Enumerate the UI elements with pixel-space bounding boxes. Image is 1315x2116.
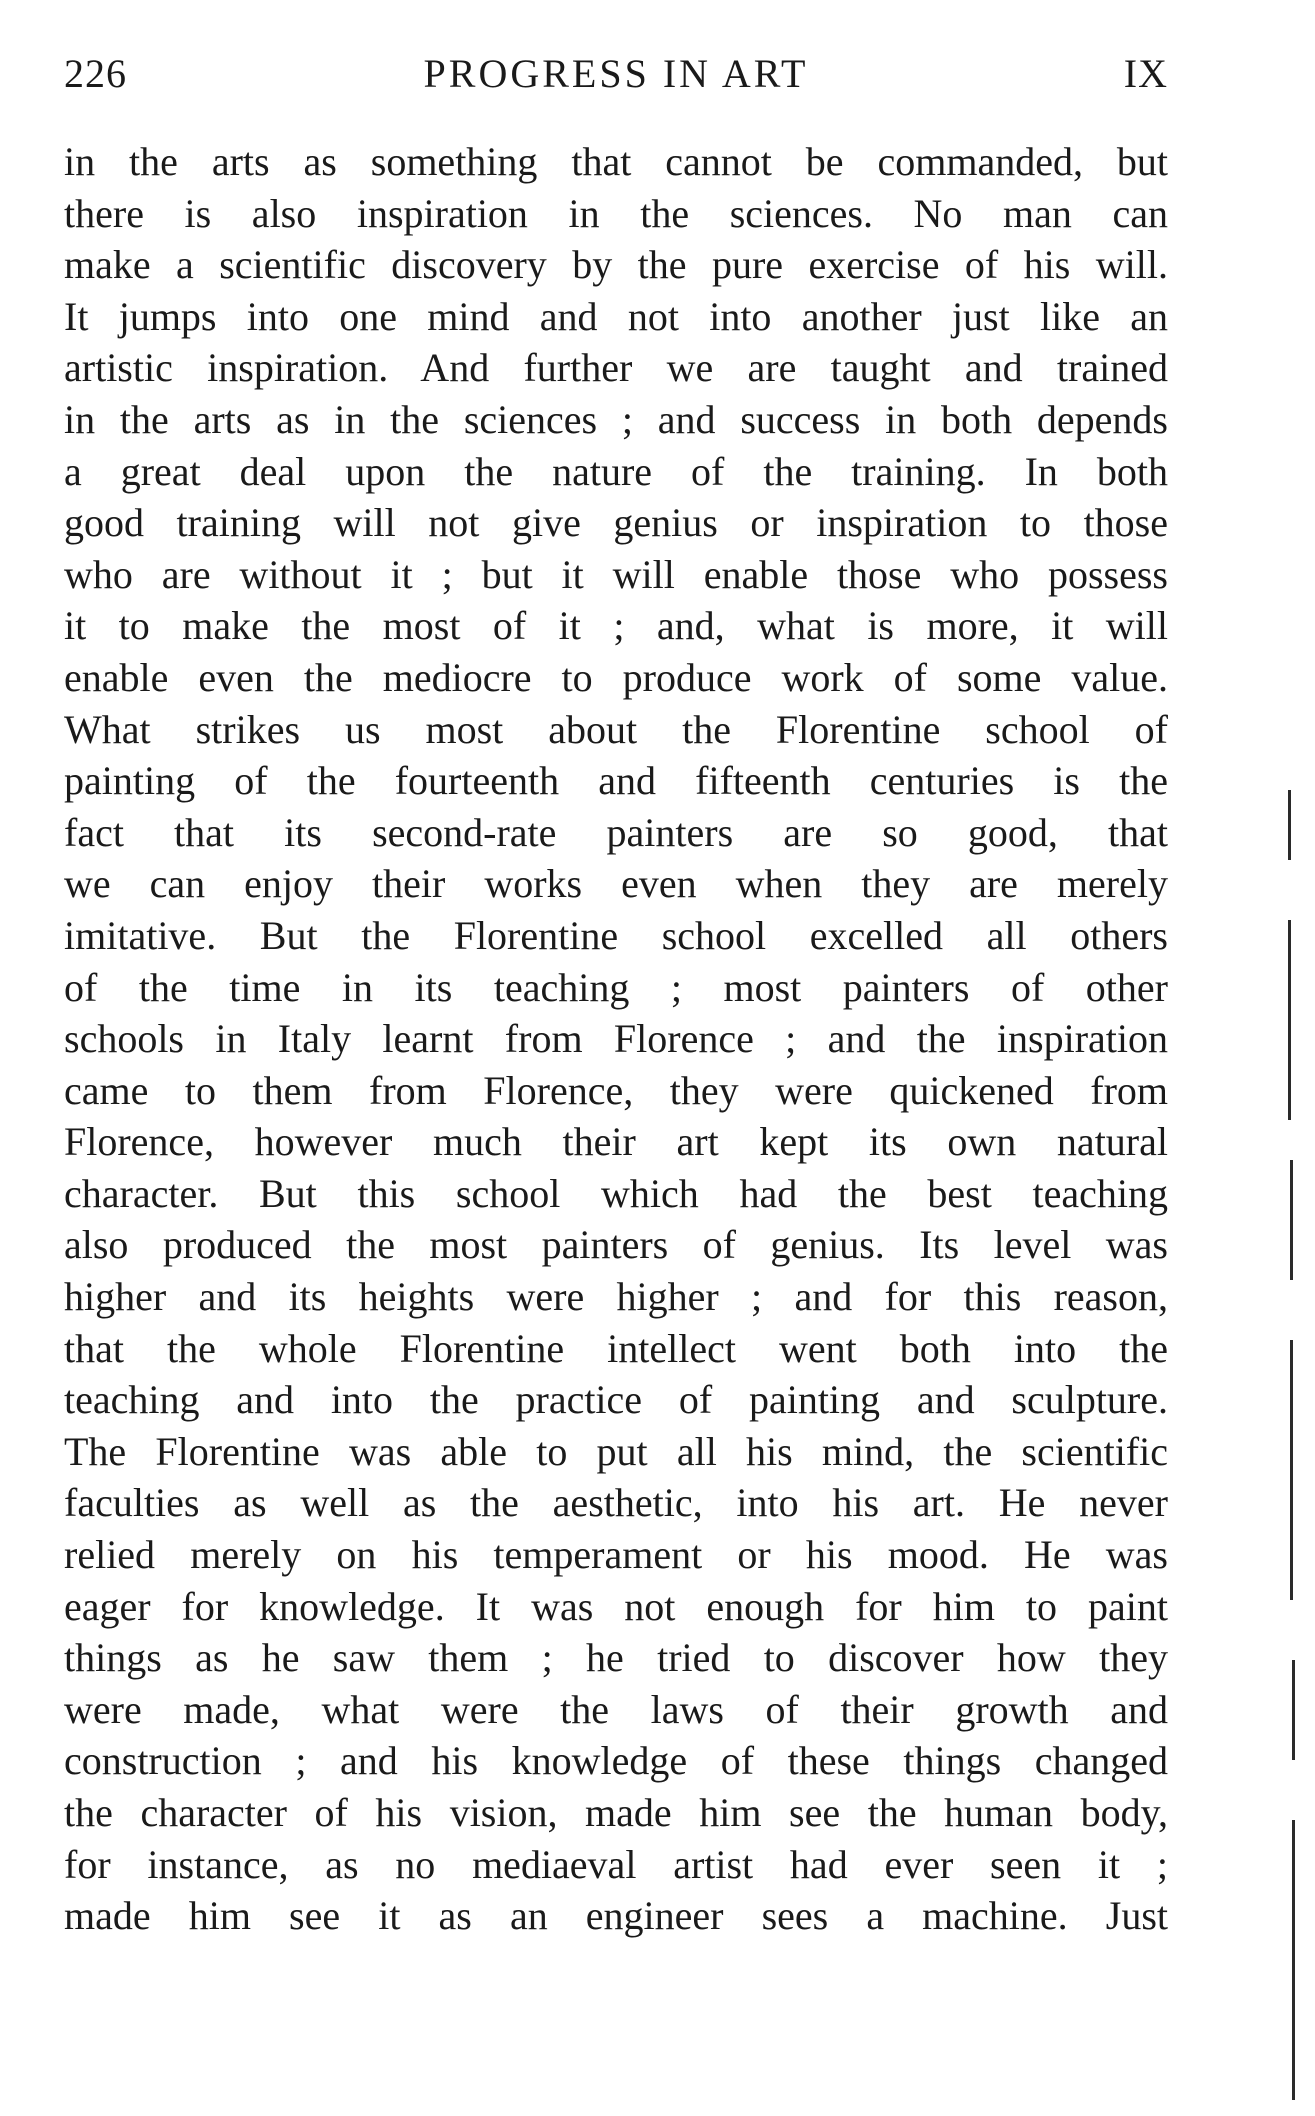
text-line	[64, 136, 1168, 188]
text-line	[64, 910, 1168, 962]
text-line-content: painting of the fourteenth and fifteenth centuries is the	[64, 758, 1168, 804]
text-line	[64, 1735, 1168, 1787]
text-line-content: Florence, however much their art kept its own natural	[64, 1119, 1168, 1165]
text-line	[64, 1684, 1168, 1736]
text-line	[64, 1787, 1168, 1839]
text-line	[64, 1426, 1168, 1478]
text-line-content: artistic inspiration. And further we are taught and trained	[64, 345, 1168, 391]
text-line	[64, 1065, 1168, 1117]
text-line-content: higher and its heights were higher ; and for this reason,	[64, 1274, 1168, 1320]
text-line	[64, 600, 1168, 652]
text-line	[64, 1116, 1168, 1168]
chapter-number: IX	[1123, 51, 1168, 96]
text-line	[64, 858, 1168, 910]
body-text	[64, 136, 1168, 1942]
text-line	[64, 1219, 1168, 1271]
text-line-content: good training will not give genius or inspiration to those	[64, 500, 1168, 546]
text-line	[64, 1477, 1168, 1529]
text-line-content: teaching and into the practice of painting and sculpture.	[64, 1377, 1168, 1423]
text-line	[64, 1271, 1168, 1323]
text-line-content: also produced the most painters of genius. Its level was	[64, 1222, 1168, 1268]
text-line	[64, 1013, 1168, 1065]
text-line-content: made him see it as an engineer sees a machine. Just	[64, 1893, 1168, 1939]
text-line	[64, 1839, 1168, 1891]
text-line	[64, 342, 1168, 394]
text-line-content: came to them from Florence, they were quickened from	[64, 1067, 1168, 1113]
running-header	[64, 46, 1168, 102]
text-line	[64, 807, 1168, 859]
text-line	[64, 549, 1168, 601]
text-line	[64, 755, 1168, 807]
text-line-content: construction ; and his knowledge of these things changed	[64, 1738, 1168, 1784]
text-line-content: a great deal upon the nature of the training. In both	[64, 448, 1168, 494]
text-line-content: The Florentine was able to put all his mind, the scientific	[64, 1428, 1168, 1474]
text-line-content: were made, what were the laws of their growth and	[64, 1686, 1168, 1732]
margin-mark	[1290, 1340, 1293, 1600]
text-line-content: enable even the mediocre to produce work of some value.	[64, 654, 1168, 700]
text-line	[64, 291, 1168, 343]
text-line-content: there is also inspiration in the sciences. No man can	[64, 190, 1168, 236]
running-title: PROGRESS IN ART	[423, 51, 809, 96]
text-line-content: that the whole Florentine intellect went both into the	[64, 1325, 1168, 1371]
text-line-content: we can enjoy their works even when they are merely	[64, 861, 1168, 907]
text-line	[64, 1632, 1168, 1684]
text-line-content: imitative. But the Florentine school excelled all others	[64, 912, 1168, 958]
text-line	[64, 1168, 1168, 1220]
text-line-content: What strikes us most about the Florentine school of	[64, 706, 1168, 752]
text-line-content: schools in Italy learnt from Florence ; and the inspiration	[64, 1016, 1168, 1062]
text-line-content: of the time in its teaching ; most painters of other	[64, 964, 1168, 1010]
text-line-content: make a scientific discovery by the pure exercise of his will.	[64, 242, 1168, 288]
margin-mark	[1290, 1160, 1293, 1280]
text-line-content: for instance, as no mediaeval artist had ever seen it ;	[64, 1841, 1168, 1887]
text-line-content: things as he saw them ; he tried to discover how they	[64, 1635, 1168, 1681]
text-line	[64, 1374, 1168, 1426]
text-line	[64, 446, 1168, 498]
text-line	[64, 652, 1168, 704]
margin-mark	[1288, 790, 1291, 860]
text-line-content: faculties as well as the aesthetic, into his art. He never	[64, 1480, 1168, 1526]
text-line	[64, 1323, 1168, 1375]
margin-mark	[1292, 1660, 1295, 1760]
text-line	[64, 704, 1168, 756]
text-line-content: it to make the most of it ; and, what is more, it will	[64, 603, 1168, 649]
text-line-content: in the arts as in the sciences ; and success in both depends	[64, 396, 1168, 442]
text-line-content: fact that its second-rate painters are so good, that	[64, 809, 1168, 855]
page-number: 226	[64, 51, 127, 96]
margin-mark	[1288, 920, 1291, 1120]
text-line-content: character. But this school which had the best teaching	[64, 1170, 1168, 1216]
text-line-content: eager for knowledge. It was not enough for him to paint	[64, 1583, 1168, 1629]
text-line	[64, 239, 1168, 291]
text-line	[64, 962, 1168, 1014]
text-line	[64, 188, 1168, 240]
text-line	[64, 1890, 1168, 1942]
text-line	[64, 394, 1168, 446]
text-line	[64, 1581, 1168, 1633]
text-line-content: the character of his vision, made him see the human body,	[64, 1790, 1168, 1835]
text-line-content: It jumps into one mind and not into another just like an	[64, 293, 1168, 339]
text-line	[64, 1529, 1168, 1581]
text-line-content: in the arts as something that cannot be commanded, but	[64, 139, 1168, 184]
text-line-content: who are without it ; but it will enable those who possess	[64, 551, 1168, 597]
text-line	[64, 497, 1168, 549]
text-line-content: relied merely on his temperament or his mood. He was	[64, 1532, 1168, 1578]
margin-mark	[1292, 1820, 1295, 2100]
